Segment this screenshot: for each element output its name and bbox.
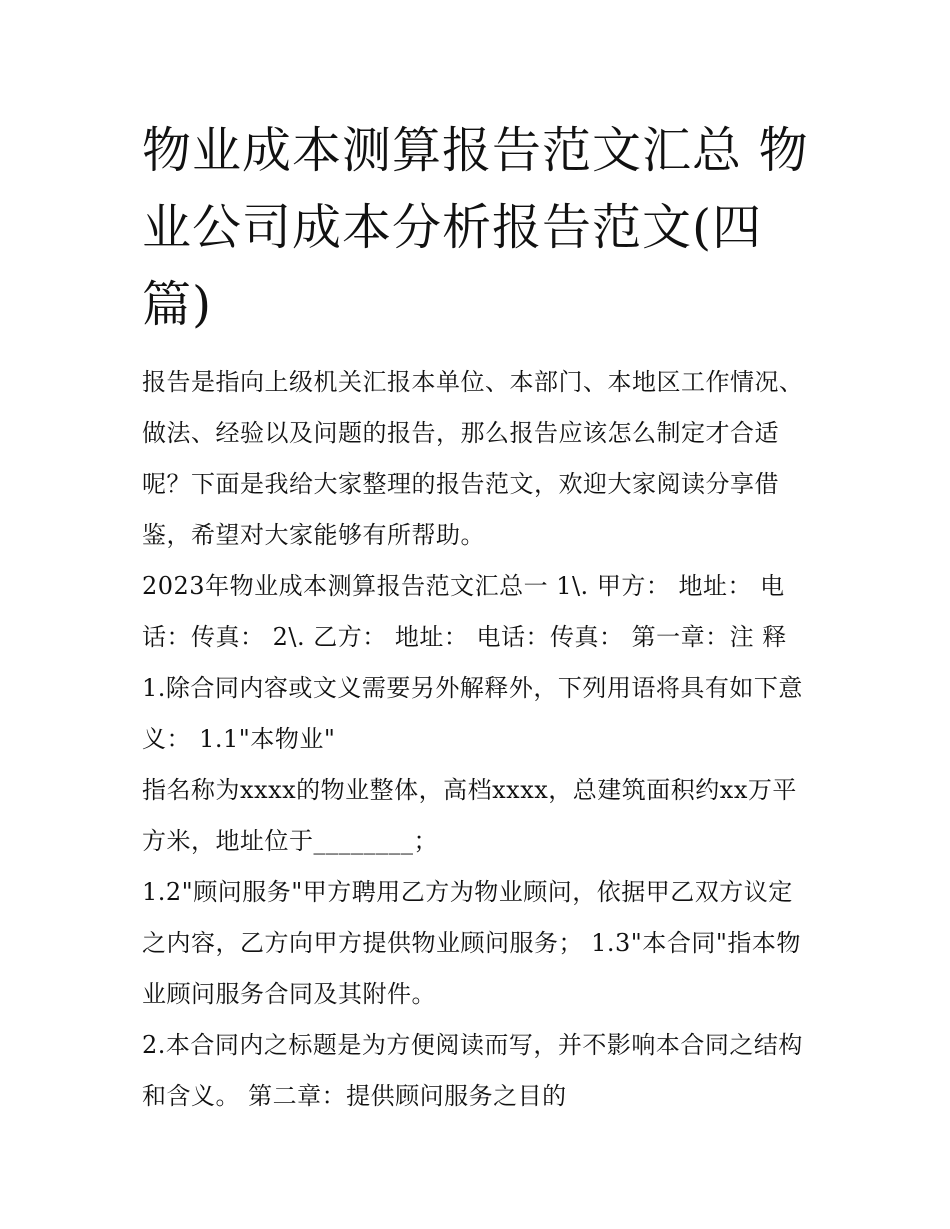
headings-paragraph: 2.本合同内之标题是为方便阅读而写，并不影响本合同之结构和含义。 第二章：提供顾问服务之目的 — [142, 1031, 803, 1110]
document-title: 物业成本测算报告范文汇总 物业公司成本分析报告范文(四篇) — [142, 122, 809, 333]
consulting-service-paragraph: 1.2"顾问服务"甲方聘用乙方为物业顾问，依据甲乙双方议定之内容，乙方向甲方提供物业顾问服务； 1.3"本合同"指本物业顾问服务合同及其附件。 — [142, 878, 801, 1008]
document-page — [142, 112, 812, 1122]
parties-paragraph: 2023年物业成本测算报告范文汇总一 1\. 甲方： 地址： 电话：传真： 2\. 乙方： 地址： 电话：传真： 第一章：注 释 — [142, 572, 787, 651]
intro-paragraph: 报告是指向上级机关汇报本单位、本部门、本地区工作情况、做法、经验以及问题的报告，那么报告应该怎么制定才合适呢？下面是我给大家整理的报告范文，欢迎大家阅读分享借鉴，希望对大家能够有所帮助。 — [142, 368, 804, 549]
definition-paragraph: 1.除合同内容或文义需要另外解释外，下列用语将具有如下意义： 1.1"本物业" — [142, 674, 803, 753]
property-paragraph: 指名称为xxxx的物业整体，高档xxxx，总建筑面积约xx万平方米，地址位于________； — [142, 776, 797, 855]
